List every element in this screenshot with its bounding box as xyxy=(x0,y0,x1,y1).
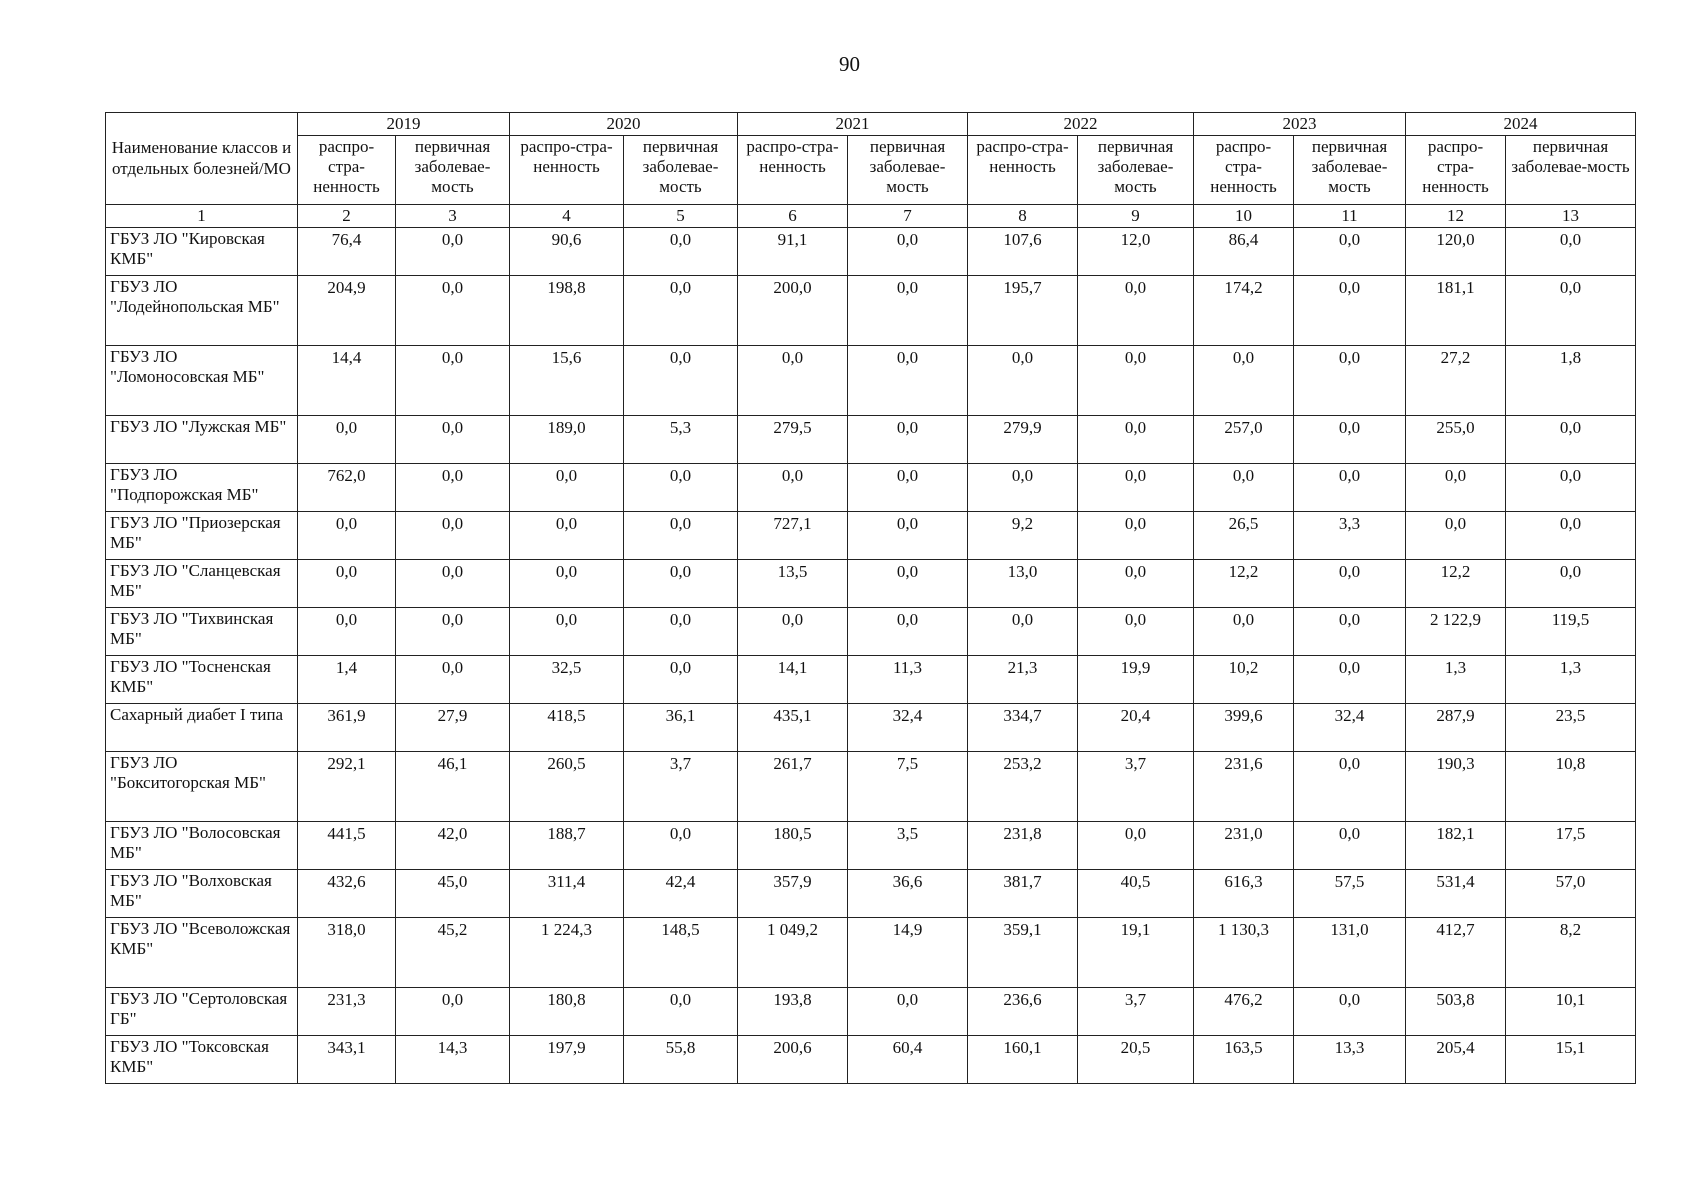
cell-prevalence: 0,0 xyxy=(1406,512,1506,560)
cell-prevalence: 441,5 xyxy=(298,822,396,870)
cell-prevalence: 2 122,9 xyxy=(1406,608,1506,656)
cell-prevalence: 91,1 xyxy=(738,228,848,276)
row-name: ГБУЗ ЛО "Сертоловская ГБ" xyxy=(106,988,298,1036)
cell-prevalence: 231,3 xyxy=(298,988,396,1036)
cell-incidence: 0,0 xyxy=(848,276,968,346)
header-incidence: первичная заболевае-мость xyxy=(396,136,510,205)
table-row xyxy=(106,656,1636,704)
cell-prevalence: 435,1 xyxy=(738,704,848,752)
column-number: 7 xyxy=(848,205,968,228)
cell-incidence: 0,0 xyxy=(396,276,510,346)
table-body xyxy=(106,228,1636,1084)
cell-prevalence: 189,0 xyxy=(510,416,624,464)
row-name: ГБУЗ ЛО "Тихвинская МБ" xyxy=(106,608,298,656)
cell-prevalence: 231,6 xyxy=(1194,752,1294,822)
cell-incidence: 148,5 xyxy=(624,918,738,988)
cell-incidence: 15,1 xyxy=(1506,1036,1636,1084)
cell-prevalence: 0,0 xyxy=(510,464,624,512)
cell-incidence: 0,0 xyxy=(848,416,968,464)
header-prevalence: распро-стра-ненность xyxy=(510,136,624,205)
cell-incidence: 131,0 xyxy=(1294,918,1406,988)
row-name: ГБУЗ ЛО "Волховская МБ" xyxy=(106,870,298,918)
cell-prevalence: 107,6 xyxy=(968,228,1078,276)
cell-prevalence: 0,0 xyxy=(298,512,396,560)
column-number: 9 xyxy=(1078,205,1194,228)
cell-incidence: 0,0 xyxy=(1078,512,1194,560)
cell-incidence: 0,0 xyxy=(1506,560,1636,608)
cell-prevalence: 181,1 xyxy=(1406,276,1506,346)
cell-incidence: 7,5 xyxy=(848,752,968,822)
page-number: 90 xyxy=(839,52,860,76)
cell-prevalence: 432,6 xyxy=(298,870,396,918)
cell-prevalence: 257,0 xyxy=(1194,416,1294,464)
cell-prevalence: 359,1 xyxy=(968,918,1078,988)
cell-incidence: 0,0 xyxy=(1506,228,1636,276)
cell-prevalence: 0,0 xyxy=(738,464,848,512)
header-incidence: первичная заболевае-мость xyxy=(1078,136,1194,205)
row-name: ГБУЗ ЛО "Подпорожская МБ" xyxy=(106,464,298,512)
row-name: ГБУЗ ЛО "Всеволожская КМБ" xyxy=(106,918,298,988)
cell-prevalence: 279,9 xyxy=(968,416,1078,464)
cell-incidence: 0,0 xyxy=(396,464,510,512)
cell-prevalence: 0,0 xyxy=(1406,464,1506,512)
cell-incidence: 0,0 xyxy=(1294,822,1406,870)
cell-incidence: 0,0 xyxy=(1078,822,1194,870)
cell-prevalence: 163,5 xyxy=(1194,1036,1294,1084)
cell-prevalence: 0,0 xyxy=(968,346,1078,416)
cell-prevalence: 86,4 xyxy=(1194,228,1294,276)
column-number: 1 xyxy=(106,205,298,228)
column-number: 12 xyxy=(1406,205,1506,228)
cell-incidence: 0,0 xyxy=(1294,656,1406,704)
table-row xyxy=(106,988,1636,1036)
table-row xyxy=(106,276,1636,346)
cell-prevalence: 727,1 xyxy=(738,512,848,560)
cell-incidence: 0,0 xyxy=(624,560,738,608)
cell-incidence: 19,9 xyxy=(1078,656,1194,704)
row-name: ГБУЗ ЛО "Лужская МБ" xyxy=(106,416,298,464)
header-incidence: первичная заболевае-мость xyxy=(848,136,968,205)
cell-incidence: 0,0 xyxy=(624,988,738,1036)
cell-prevalence: 76,4 xyxy=(298,228,396,276)
cell-prevalence: 616,3 xyxy=(1194,870,1294,918)
cell-prevalence: 231,0 xyxy=(1194,822,1294,870)
cell-incidence: 46,1 xyxy=(396,752,510,822)
cell-incidence: 0,0 xyxy=(396,560,510,608)
table-row xyxy=(106,1036,1636,1084)
header-prevalence: распро-стра-ненность xyxy=(968,136,1078,205)
row-name: ГБУЗ ЛО "Сланцевская МБ" xyxy=(106,560,298,608)
cell-prevalence: 174,2 xyxy=(1194,276,1294,346)
cell-prevalence: 261,7 xyxy=(738,752,848,822)
cell-prevalence: 0,0 xyxy=(738,608,848,656)
header-year: 2022 xyxy=(968,113,1194,136)
cell-incidence: 0,0 xyxy=(1078,464,1194,512)
header-row-subheaders xyxy=(106,136,1636,205)
cell-prevalence: 15,6 xyxy=(510,346,624,416)
cell-incidence: 36,1 xyxy=(624,704,738,752)
cell-incidence: 3,7 xyxy=(1078,988,1194,1036)
cell-incidence: 0,0 xyxy=(848,560,968,608)
cell-prevalence: 279,5 xyxy=(738,416,848,464)
cell-incidence: 0,0 xyxy=(848,988,968,1036)
header-row-years xyxy=(106,113,1636,136)
cell-incidence: 0,0 xyxy=(1294,608,1406,656)
header-year: 2021 xyxy=(738,113,968,136)
cell-prevalence: 1,3 xyxy=(1406,656,1506,704)
header-row-column-numbers xyxy=(106,205,1636,228)
cell-prevalence: 0,0 xyxy=(1194,346,1294,416)
header-year: 2024 xyxy=(1406,113,1636,136)
cell-prevalence: 200,0 xyxy=(738,276,848,346)
cell-prevalence: 0,0 xyxy=(738,346,848,416)
cell-incidence: 1,3 xyxy=(1506,656,1636,704)
cell-prevalence: 26,5 xyxy=(1194,512,1294,560)
cell-incidence: 3,7 xyxy=(624,752,738,822)
cell-incidence: 10,1 xyxy=(1506,988,1636,1036)
cell-prevalence: 9,2 xyxy=(968,512,1078,560)
column-number: 3 xyxy=(396,205,510,228)
header-incidence: первичная заболевае-мость xyxy=(624,136,738,205)
table-row xyxy=(106,704,1636,752)
cell-incidence: 3,3 xyxy=(1294,512,1406,560)
column-number: 5 xyxy=(624,205,738,228)
cell-incidence: 17,5 xyxy=(1506,822,1636,870)
cell-incidence: 119,5 xyxy=(1506,608,1636,656)
cell-prevalence: 255,0 xyxy=(1406,416,1506,464)
header-prevalence: распро-стра-ненность xyxy=(738,136,848,205)
cell-prevalence: 188,7 xyxy=(510,822,624,870)
cell-prevalence: 0,0 xyxy=(510,560,624,608)
cell-prevalence: 343,1 xyxy=(298,1036,396,1084)
cell-prevalence: 0,0 xyxy=(968,464,1078,512)
cell-incidence: 0,0 xyxy=(1078,416,1194,464)
header-prevalence: распро-стра-ненность xyxy=(1194,136,1294,205)
header-year: 2023 xyxy=(1194,113,1406,136)
cell-incidence: 32,4 xyxy=(1294,704,1406,752)
row-name: ГБУЗ ЛО "Приозерская МБ" xyxy=(106,512,298,560)
cell-incidence: 36,6 xyxy=(848,870,968,918)
column-number: 4 xyxy=(510,205,624,228)
cell-incidence: 0,0 xyxy=(396,416,510,464)
header-prevalence: распро-стра-ненность xyxy=(1406,136,1506,205)
header-prevalence: распро-стра-ненность xyxy=(298,136,396,205)
cell-prevalence: 190,3 xyxy=(1406,752,1506,822)
table-row xyxy=(106,752,1636,822)
cell-incidence: 14,9 xyxy=(848,918,968,988)
cell-prevalence: 418,5 xyxy=(510,704,624,752)
cell-prevalence: 531,4 xyxy=(1406,870,1506,918)
cell-prevalence: 287,9 xyxy=(1406,704,1506,752)
row-name: ГБУЗ ЛО "Токсовская КМБ" xyxy=(106,1036,298,1084)
cell-prevalence: 0,0 xyxy=(968,608,1078,656)
cell-incidence: 57,0 xyxy=(1506,870,1636,918)
cell-incidence: 20,4 xyxy=(1078,704,1194,752)
cell-incidence: 12,0 xyxy=(1078,228,1194,276)
cell-prevalence: 1 130,3 xyxy=(1194,918,1294,988)
cell-incidence: 0,0 xyxy=(624,228,738,276)
cell-prevalence: 0,0 xyxy=(1194,608,1294,656)
cell-incidence: 0,0 xyxy=(1078,346,1194,416)
cell-prevalence: 476,2 xyxy=(1194,988,1294,1036)
cell-prevalence: 231,8 xyxy=(968,822,1078,870)
cell-prevalence: 195,7 xyxy=(968,276,1078,346)
cell-prevalence: 21,3 xyxy=(968,656,1078,704)
cell-prevalence: 12,2 xyxy=(1194,560,1294,608)
cell-prevalence: 197,9 xyxy=(510,1036,624,1084)
cell-prevalence: 14,4 xyxy=(298,346,396,416)
cell-prevalence: 13,0 xyxy=(968,560,1078,608)
cell-prevalence: 0,0 xyxy=(298,608,396,656)
cell-incidence: 3,5 xyxy=(848,822,968,870)
cell-incidence: 42,4 xyxy=(624,870,738,918)
cell-incidence: 0,0 xyxy=(396,988,510,1036)
column-number: 8 xyxy=(968,205,1078,228)
cell-incidence: 0,0 xyxy=(1294,276,1406,346)
cell-incidence: 0,0 xyxy=(624,276,738,346)
cell-incidence: 32,4 xyxy=(848,704,968,752)
table-row xyxy=(106,560,1636,608)
cell-incidence: 14,3 xyxy=(396,1036,510,1084)
cell-incidence: 19,1 xyxy=(1078,918,1194,988)
cell-incidence: 0,0 xyxy=(1078,276,1194,346)
cell-incidence: 5,3 xyxy=(624,416,738,464)
cell-incidence: 0,0 xyxy=(1294,752,1406,822)
column-number: 13 xyxy=(1506,205,1636,228)
header-year: 2019 xyxy=(298,113,510,136)
cell-prevalence: 10,2 xyxy=(1194,656,1294,704)
cell-prevalence: 311,4 xyxy=(510,870,624,918)
cell-incidence: 0,0 xyxy=(848,346,968,416)
cell-prevalence: 182,1 xyxy=(1406,822,1506,870)
cell-incidence: 23,5 xyxy=(1506,704,1636,752)
cell-incidence: 0,0 xyxy=(624,822,738,870)
cell-prevalence: 334,7 xyxy=(968,704,1078,752)
cell-incidence: 0,0 xyxy=(1294,228,1406,276)
cell-prevalence: 13,5 xyxy=(738,560,848,608)
column-number: 10 xyxy=(1194,205,1294,228)
cell-incidence: 1,8 xyxy=(1506,346,1636,416)
cell-incidence: 13,3 xyxy=(1294,1036,1406,1084)
cell-prevalence: 180,8 xyxy=(510,988,624,1036)
cell-prevalence: 236,6 xyxy=(968,988,1078,1036)
cell-prevalence: 1 224,3 xyxy=(510,918,624,988)
table-row xyxy=(106,228,1636,276)
row-name: ГБУЗ ЛО "Волосовская МБ" xyxy=(106,822,298,870)
cell-incidence: 0,0 xyxy=(624,464,738,512)
cell-incidence: 0,0 xyxy=(1078,608,1194,656)
column-number: 2 xyxy=(298,205,396,228)
cell-incidence: 0,0 xyxy=(1506,464,1636,512)
cell-incidence: 10,8 xyxy=(1506,752,1636,822)
cell-incidence: 60,4 xyxy=(848,1036,968,1084)
cell-prevalence: 1 049,2 xyxy=(738,918,848,988)
cell-prevalence: 0,0 xyxy=(510,608,624,656)
cell-prevalence: 32,5 xyxy=(510,656,624,704)
cell-incidence: 3,7 xyxy=(1078,752,1194,822)
cell-incidence: 0,0 xyxy=(624,656,738,704)
cell-prevalence: 762,0 xyxy=(298,464,396,512)
cell-prevalence: 160,1 xyxy=(968,1036,1078,1084)
cell-prevalence: 292,1 xyxy=(298,752,396,822)
header-incidence: первичная заболевае-мость xyxy=(1294,136,1406,205)
cell-incidence: 57,5 xyxy=(1294,870,1406,918)
cell-incidence: 0,0 xyxy=(848,464,968,512)
cell-prevalence: 180,5 xyxy=(738,822,848,870)
cell-incidence: 40,5 xyxy=(1078,870,1194,918)
cell-incidence: 0,0 xyxy=(396,656,510,704)
cell-incidence: 0,0 xyxy=(1294,464,1406,512)
cell-prevalence: 200,6 xyxy=(738,1036,848,1084)
cell-prevalence: 399,6 xyxy=(1194,704,1294,752)
row-name: ГБУЗ ЛО "Кировская КМБ" xyxy=(106,228,298,276)
row-name: ГБУЗ ЛО "Ломоносовская МБ" xyxy=(106,346,298,416)
cell-prevalence: 357,9 xyxy=(738,870,848,918)
table-row xyxy=(106,464,1636,512)
data-table xyxy=(105,112,1636,1084)
table-row xyxy=(106,512,1636,560)
cell-incidence: 0,0 xyxy=(848,512,968,560)
cell-incidence: 20,5 xyxy=(1078,1036,1194,1084)
cell-prevalence: 1,4 xyxy=(298,656,396,704)
cell-incidence: 0,0 xyxy=(1506,276,1636,346)
cell-prevalence: 361,9 xyxy=(298,704,396,752)
cell-prevalence: 27,2 xyxy=(1406,346,1506,416)
row-name: Сахарный диабет I типа xyxy=(106,704,298,752)
cell-incidence: 45,2 xyxy=(396,918,510,988)
row-name: ГБУЗ ЛО "Лодейнопольская МБ" xyxy=(106,276,298,346)
table-row xyxy=(106,346,1636,416)
cell-incidence: 27,9 xyxy=(396,704,510,752)
header-year: 2020 xyxy=(510,113,738,136)
cell-prevalence: 318,0 xyxy=(298,918,396,988)
cell-prevalence: 90,6 xyxy=(510,228,624,276)
cell-incidence: 0,0 xyxy=(396,346,510,416)
header-name-column: Наименование классов и отдельных болезней/МО xyxy=(106,113,298,205)
cell-prevalence: 193,8 xyxy=(738,988,848,1036)
cell-incidence: 0,0 xyxy=(848,608,968,656)
cell-incidence: 0,0 xyxy=(1294,416,1406,464)
cell-prevalence: 0,0 xyxy=(1194,464,1294,512)
table-row xyxy=(106,822,1636,870)
cell-incidence: 0,0 xyxy=(1294,560,1406,608)
table-row xyxy=(106,416,1636,464)
cell-prevalence: 0,0 xyxy=(298,416,396,464)
cell-incidence: 42,0 xyxy=(396,822,510,870)
cell-incidence: 11,3 xyxy=(848,656,968,704)
table-row xyxy=(106,918,1636,988)
header-incidence: первичная заболевае-мость xyxy=(1506,136,1636,205)
cell-prevalence: 198,8 xyxy=(510,276,624,346)
cell-incidence: 0,0 xyxy=(848,228,968,276)
cell-prevalence: 0,0 xyxy=(298,560,396,608)
cell-incidence: 55,8 xyxy=(624,1036,738,1084)
cell-incidence: 0,0 xyxy=(624,346,738,416)
table-row xyxy=(106,608,1636,656)
cell-incidence: 0,0 xyxy=(624,608,738,656)
cell-incidence: 0,0 xyxy=(1078,560,1194,608)
cell-prevalence: 412,7 xyxy=(1406,918,1506,988)
cell-prevalence: 381,7 xyxy=(968,870,1078,918)
cell-prevalence: 260,5 xyxy=(510,752,624,822)
table-row xyxy=(106,870,1636,918)
cell-incidence: 8,2 xyxy=(1506,918,1636,988)
column-number: 6 xyxy=(738,205,848,228)
cell-prevalence: 503,8 xyxy=(1406,988,1506,1036)
cell-prevalence: 12,2 xyxy=(1406,560,1506,608)
cell-prevalence: 0,0 xyxy=(510,512,624,560)
column-number: 11 xyxy=(1294,205,1406,228)
cell-prevalence: 205,4 xyxy=(1406,1036,1506,1084)
cell-incidence: 0,0 xyxy=(1294,988,1406,1036)
row-name: ГБУЗ ЛО "Тосненская КМБ" xyxy=(106,656,298,704)
cell-incidence: 0,0 xyxy=(396,608,510,656)
cell-incidence: 0,0 xyxy=(396,512,510,560)
cell-prevalence: 204,9 xyxy=(298,276,396,346)
cell-prevalence: 120,0 xyxy=(1406,228,1506,276)
table-container xyxy=(105,112,1635,1084)
cell-incidence: 0,0 xyxy=(396,228,510,276)
cell-incidence: 0,0 xyxy=(1294,346,1406,416)
cell-incidence: 0,0 xyxy=(624,512,738,560)
cell-prevalence: 253,2 xyxy=(968,752,1078,822)
cell-incidence: 45,0 xyxy=(396,870,510,918)
cell-incidence: 0,0 xyxy=(1506,416,1636,464)
row-name: ГБУЗ ЛО "Бокситогорская МБ" xyxy=(106,752,298,822)
cell-incidence: 0,0 xyxy=(1506,512,1636,560)
cell-prevalence: 14,1 xyxy=(738,656,848,704)
